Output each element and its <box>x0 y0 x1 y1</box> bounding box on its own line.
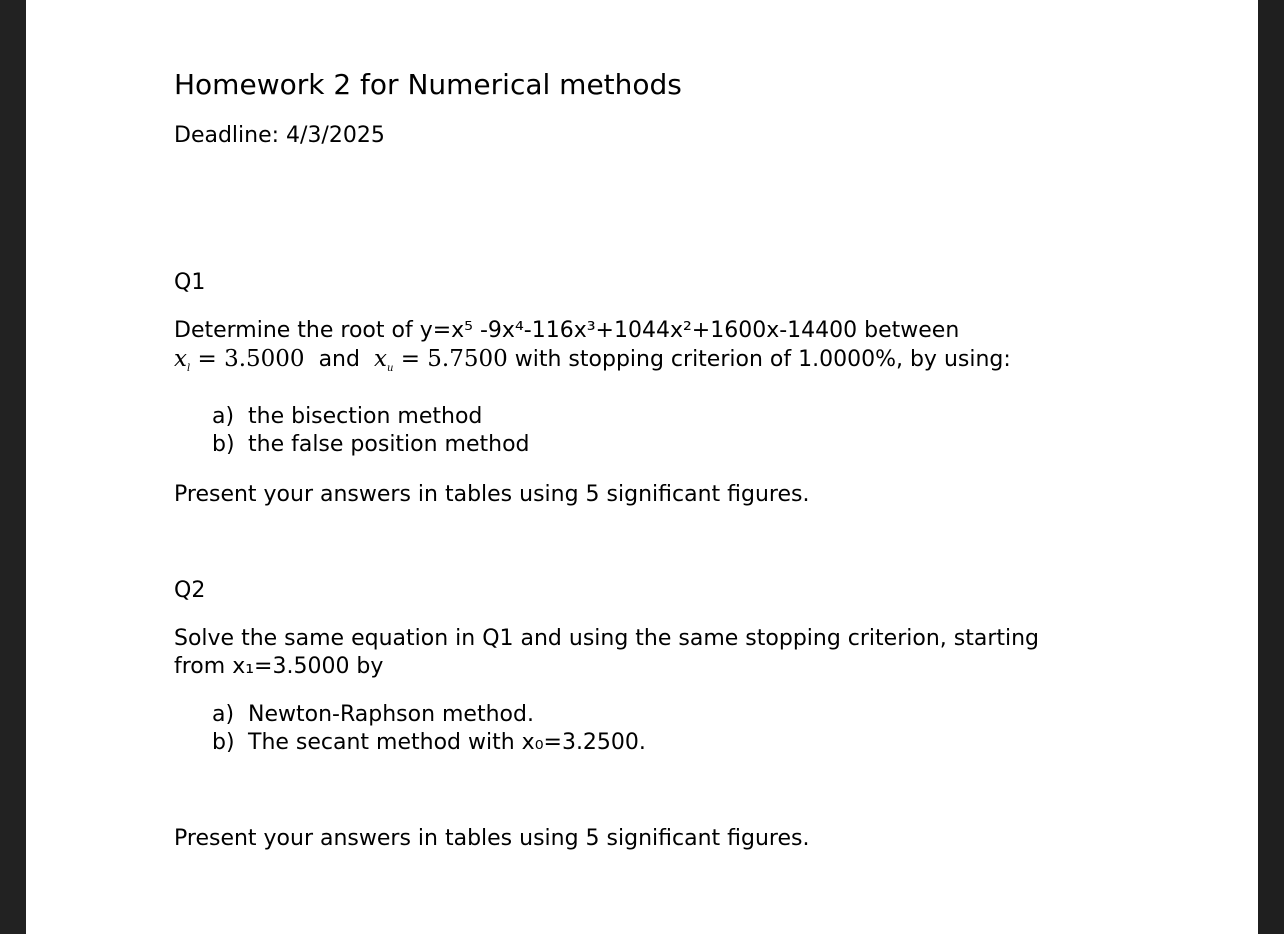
upper-bound-subscript: u <box>386 363 394 374</box>
q1-present-instruction: Present your answers in tables using 5 significant figures. <box>174 482 810 507</box>
q1-question-line-2 <box>174 346 1011 372</box>
q2-present-instruction: Present your answers in tables using 5 significant figures. <box>174 826 810 851</box>
and-text: and <box>318 347 360 372</box>
q1-question-line-1: Determine the root of y=x⁵ -9x⁴-116x³+1044x²+1600x-14400 between <box>174 318 960 343</box>
list-item <box>212 432 530 460</box>
right-frame-border <box>1258 0 1284 934</box>
list-item <box>212 404 530 432</box>
list-item-label: b) <box>212 432 235 457</box>
upper-bound-expression <box>374 346 508 372</box>
list-item-label: b) <box>212 730 235 755</box>
list-item <box>212 702 646 730</box>
list-item-label: a) <box>212 702 235 727</box>
document-page <box>26 0 1258 934</box>
q2-question-line-1: Solve the same equation in Q1 and using the same stopping criterion, starting <box>174 626 1040 651</box>
q2-methods-list <box>212 702 646 758</box>
list-item-text: The secant method with x₀=3.2500. <box>248 730 646 755</box>
stopping-criterion-text: with stopping criterion of 1.0000%, by using: <box>514 347 1011 372</box>
lower-bound-variable: x <box>174 346 187 372</box>
q2-heading: Q2 <box>174 578 206 603</box>
list-item-text: the false position method <box>248 432 530 457</box>
deadline-text: Deadline: 4/3/2025 <box>174 123 385 148</box>
lower-bound-value: = 3.5000 <box>190 346 305 372</box>
q2-question-line-2: from x₁=3.5000 by <box>174 654 384 679</box>
lower-bound-expression <box>174 346 305 372</box>
lower-bound-subscript: l <box>186 363 191 374</box>
document-title: Homework 2 for Numerical methods <box>174 68 682 101</box>
list-item-label: a) <box>212 404 235 429</box>
list-item-text: the bisection method <box>248 404 483 429</box>
upper-bound-variable: x <box>373 346 387 372</box>
q1-methods-list <box>212 404 530 460</box>
list-item <box>212 730 646 758</box>
upper-bound-value: = 5.7500 <box>393 346 508 372</box>
q1-heading: Q1 <box>174 270 206 295</box>
list-item-text: Newton-Raphson method. <box>248 702 534 727</box>
